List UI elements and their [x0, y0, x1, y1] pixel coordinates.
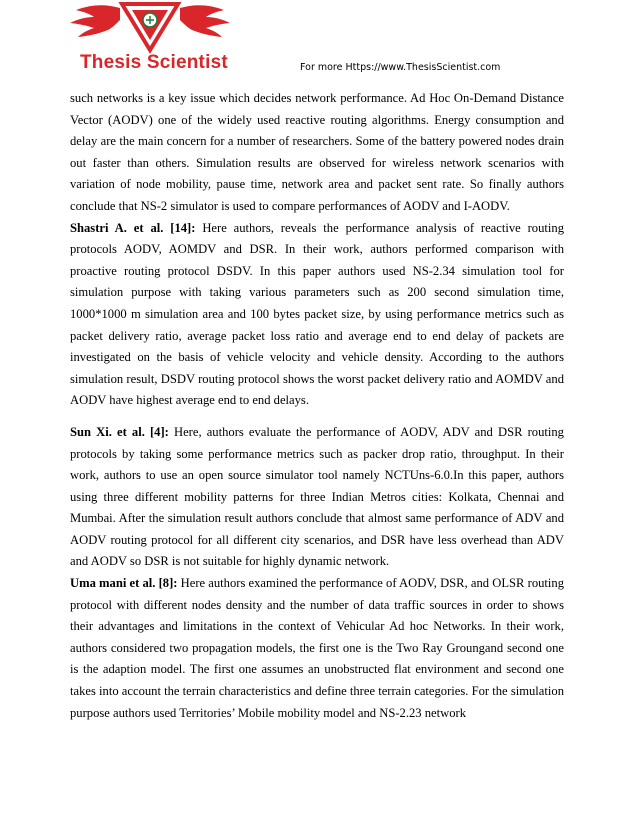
paragraph-text: Here authors examined the performance of AODV, DSR, and OLSR routing protocol with different nodes density and the number of data traffic sources in order to shows their advantages and limitations in the context of Vehicular Ad hoc Networks. In their work, authors considered two propagation models, the first one is the Two Ray Groungand second one is the adaption model. The first one assumes an unobstructed flat environment and second one takes into account the terrain characteristics and define three terrain categories. For the simulation purpose authors used Territories’ Mobile mobility model and NS-2.23 network: [70, 576, 565, 720]
citation-lead: Uma mani et al. [8]:: [70, 576, 178, 591]
winged-shield-icon: [62, 0, 238, 56]
citation-lead: Shastri A. et al. [14]:: [70, 220, 196, 235]
brand-name: Thesis Scientist: [80, 52, 228, 73]
paragraph-1: [70, 88, 564, 218]
paragraph-4: [70, 573, 564, 724]
paragraph-text: such networks is a key issue which decides network performance. Ad Hoc On-Demand Distance Vector (AODV) one of the widely used reactive routing algorithms. Energy consumption and delay are the main concern for a number of researchers. Some of the battery powered nodes drain out faster than others. Simulation results are observed for wireless network scenarios with variation of node mobility, pause time, network area and packet sent rate. So finally authors conclude that NS-2 simulator is used to compare performances of AODV and I-AODV.: [70, 91, 564, 213]
paragraph-text: Here, authors evaluate the performance of AODV, ADV and DSR routing protocols by taking some performance metrics such as packer drop ratio, throughput. In their work, authors to use an open source simulator tool namely NCTUns-6.0.In this paper, authors using three different mobility patterns for three Indian Metros cities: Kolkata, Chennai and Mumbai. After the simulation result authors conclude that almost same performance of ADV and AODV routing protocol for all different city scenarios, and DSR have less overhead than ADV and AODV so DSR is not suitable for highly dynamic network.: [70, 424, 564, 569]
citation-lead: Sun Xi. et al. [4]:: [70, 424, 169, 439]
body-text: [70, 88, 564, 724]
header-website-link[interactable]: For more Https://www.ThesisScientist.com: [300, 62, 501, 73]
paragraph-3: [70, 422, 564, 573]
paragraph-2: [70, 218, 564, 412]
thesis-scientist-logo: [62, 0, 238, 80]
paragraph-text: Here authors, reveals the performance analysis of reactive routing protocols AODV, AOMDV and DSR. In their work, authors performed comparison with proactive routing protocol DSDV. In this paper authors used NS-2.34 simulation tool for simulation purpose with taking various parameters such as 200 second simulation time, 1000*1000 m simulation area and 100 bytes packet size, by using performance metrics such as packet delivery ratio, average packet loss ratio and average end to end delay of packets are investigated on the basis of vehicle velocity and vehicle density. According to the authors simulation result, DSDV routing protocol shows the worst packet delivery ratio and AOMDV and AODV have highest average end to end delays.: [70, 220, 564, 408]
